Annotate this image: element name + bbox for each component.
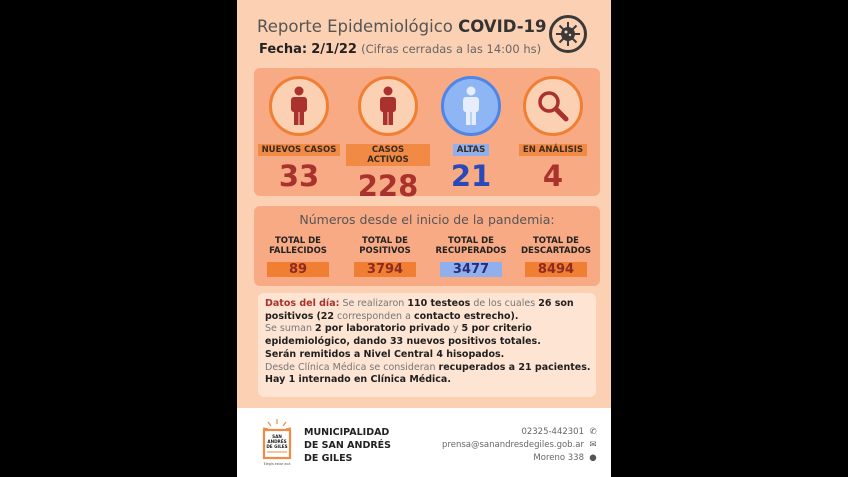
phone-line (442, 426, 599, 439)
magnifier-icon (523, 76, 583, 136)
stat-altas (429, 68, 513, 193)
municipality-name: MUNICIPALIDAD DE SAN ANDRÉS DE GILES (304, 427, 391, 464)
svg-text:Elegís estar acá: Elegís estar acá (263, 462, 291, 466)
street-address: Moreno 338 (533, 453, 584, 463)
total-label: TOTAL DE POSITIVOS (359, 236, 411, 256)
total-fallecidos (258, 236, 338, 277)
total-value: 8494 (525, 262, 587, 277)
email-line (442, 439, 599, 452)
total-recuperados (431, 236, 511, 277)
stat-value: 33 (278, 159, 320, 193)
totals-panel (254, 206, 600, 286)
phone-icon: ✆ (589, 427, 597, 437)
daily-info-text: Datos del día: Se realizaron 110 testeos de los cuales 26 son positivos (22 corresponden a contacto estrecho). Se suman 2 por laboratorio privado y 5 por criterio epidemiológico, dando 33 nuevos positivos totales. Serán remitidos a Nivel Central 4 hisopados. Desde Clínica Médica se consideran recuperados a 21 pacientes. Hay 1 internado en Clínica Médica. (265, 298, 591, 386)
report-title (257, 17, 547, 36)
stat-nuevos-casos (257, 68, 341, 193)
municipality-logo (261, 417, 293, 469)
svg-text:DE GILES: DE GILES (266, 444, 288, 449)
stat-en-analisis (511, 68, 595, 193)
total-value: 3477 (440, 262, 502, 277)
phone-number: 02325-442301 (521, 427, 584, 437)
total-positivos (345, 236, 425, 277)
person-icon (269, 76, 329, 136)
daily-stats-panel (254, 68, 600, 203)
report-date (259, 42, 541, 57)
totals-title: Números desde el inicio de la pandemia: (299, 212, 555, 227)
total-value: 89 (267, 262, 329, 277)
footer (237, 408, 611, 477)
stat-label: ALTAS (453, 144, 489, 156)
total-label: TOTAL DE DESCARTADOS (520, 236, 592, 256)
stat-label: NUEVOS CASOS (258, 144, 341, 156)
person-icon (358, 76, 418, 136)
report-poster (237, 0, 611, 477)
pin-icon: ● (589, 453, 597, 463)
stat-value: 4 (542, 159, 564, 193)
mail-icon: ✉ (589, 440, 597, 450)
stat-label: CASOS ACTIVOS (346, 144, 430, 166)
title-prefix: Reporte Epidemiológico (257, 17, 453, 36)
total-label: TOTAL DE FALLECIDOS (269, 236, 327, 256)
address-line (442, 452, 599, 465)
virus-icon (549, 15, 587, 53)
stat-casos-activos (346, 68, 430, 203)
date-value: 2/1/22 (311, 42, 357, 57)
person-icon (441, 76, 501, 136)
daily-info-panel (258, 293, 596, 397)
svg-text:SAN: SAN (272, 434, 282, 439)
stat-value: 21 (450, 159, 492, 193)
total-descartados (516, 236, 596, 277)
total-label: TOTAL DE RECUPERADOS (435, 236, 507, 256)
stat-label: EN ANÁLISIS (519, 144, 587, 156)
contact-info (442, 426, 599, 465)
date-label: Fecha: (259, 42, 308, 57)
stat-value: 228 (357, 169, 419, 203)
date-note: (Cifras cerradas a las 14:00 hs) (361, 42, 542, 56)
title-covid: COVID-19 (458, 17, 547, 36)
svg-text:ANDRÉS: ANDRÉS (267, 439, 287, 444)
email-address: prensa@sanandresdegiles.gob.ar (442, 440, 584, 450)
total-value: 3794 (354, 262, 416, 277)
